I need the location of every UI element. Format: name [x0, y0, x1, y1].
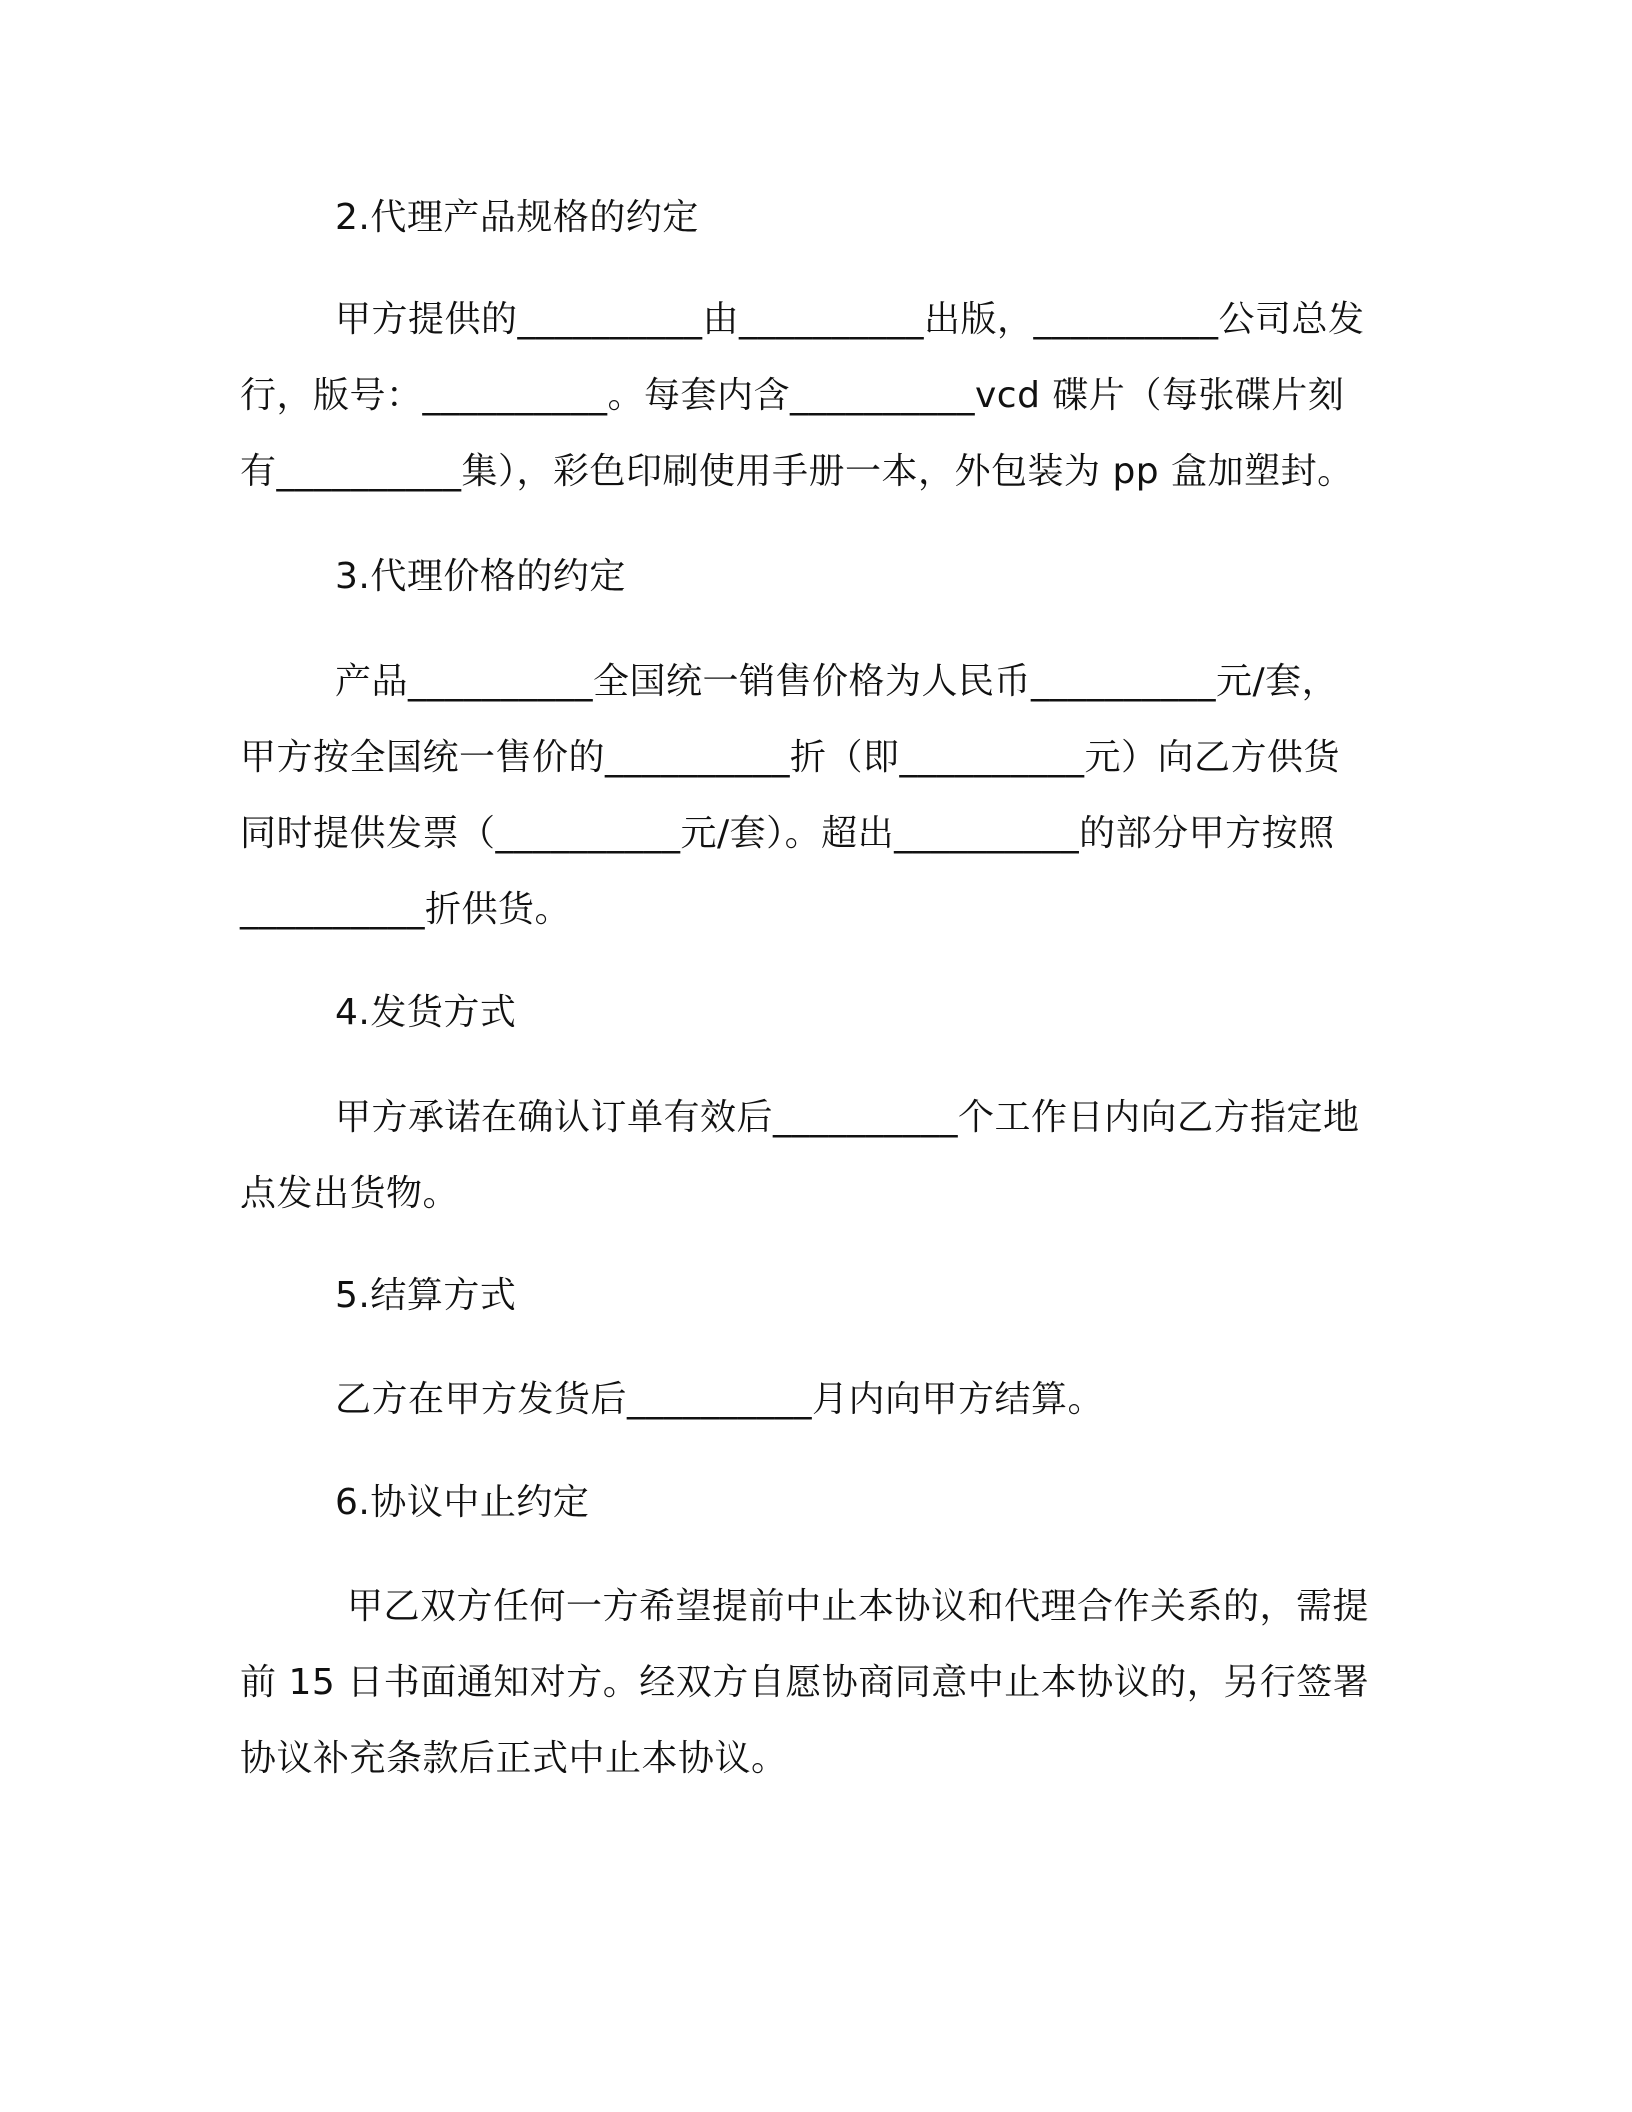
paragraph-line: 行，版号：__________。每套内含__________vcd 碟片（每张碟片刻: [240, 375, 1345, 416]
paragraph-line: 甲方承诺在确认订单有效后__________个工作日内向乙方指定地: [335, 1097, 1360, 1138]
section-heading-3: 3.代理价格的约定: [335, 556, 626, 597]
paragraph-line: 有__________集），彩色印刷使用手册一本，外包装为 pp 盒加塑封。: [240, 451, 1354, 492]
paragraph-line: 乙方在甲方发货后__________月内向甲方结算。: [335, 1379, 1105, 1420]
section-heading-6: 6.协议中止约定: [335, 1482, 590, 1523]
paragraph-line: 甲乙双方任何一方希望提前中止本协议和代理合作关系的，需提: [335, 1586, 1369, 1627]
paragraph-line: 前 15 日书面通知对方。经双方自愿协商同意中止本协议的，另行签署: [240, 1662, 1370, 1703]
section-heading-5: 5.结算方式: [335, 1275, 517, 1316]
paragraph-line: 甲方按全国统一售价的__________折（即__________元）向乙方供货: [240, 737, 1341, 778]
section-heading-2: 2.代理产品规格的约定: [335, 197, 699, 238]
paragraph-line: __________折供货。: [240, 889, 572, 930]
section-heading-4: 4.发货方式: [335, 992, 517, 1033]
paragraph-line: 点发出货物。: [240, 1173, 460, 1214]
paragraph-line: 协议补充条款后正式中止本协议。: [240, 1738, 788, 1779]
paragraph-line: 产品__________全国统一销售价格为人民币__________元/套，: [335, 661, 1339, 702]
paragraph-line: 甲方提供的__________由__________出版，__________公司总发: [335, 299, 1365, 340]
paragraph-line: 同时提供发票（__________元/套）。超出__________的部分甲方按照: [240, 813, 1335, 854]
